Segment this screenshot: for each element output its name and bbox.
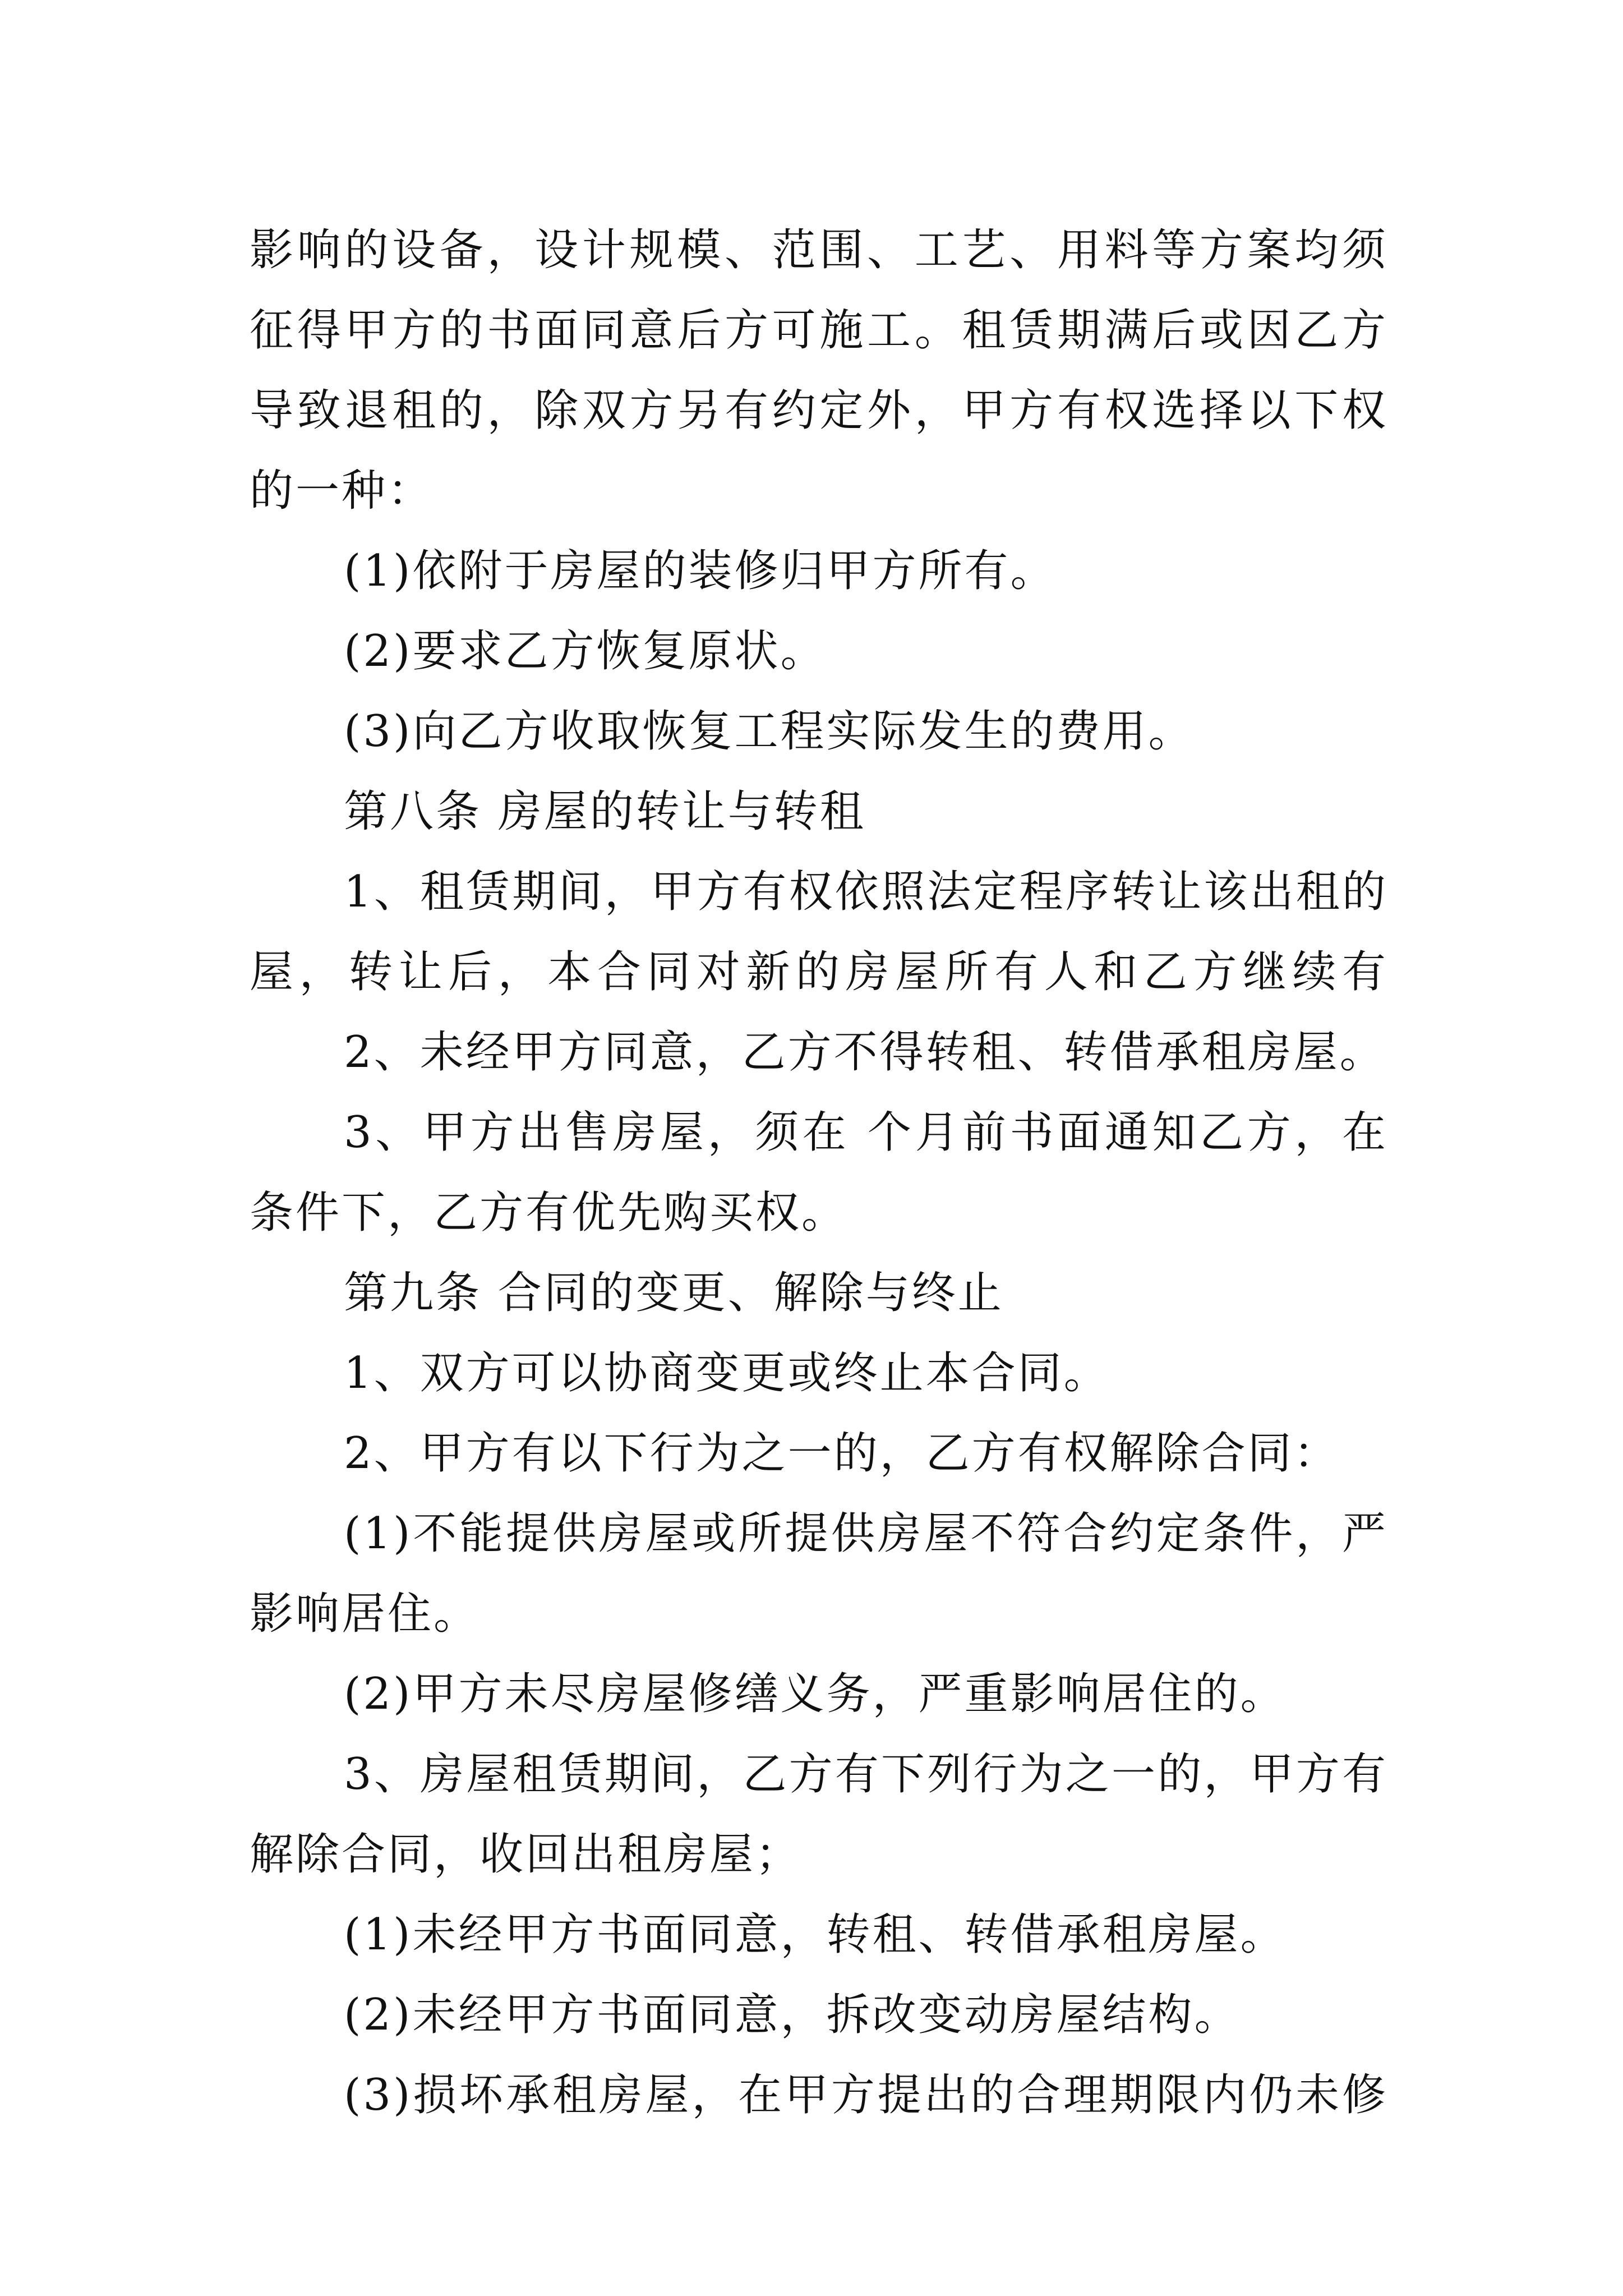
text-line: 影响的设备，设计规模、范围、工艺、用料等方案均须: [250, 225, 1388, 275]
list-item: (2)要求乙方恢复原状。: [344, 626, 827, 677]
text-line: 征得甲方的书面同意后方可施工。租赁期满后或因乙方: [250, 305, 1388, 356]
text-line: 的一种：: [250, 466, 434, 516]
text-line: 影响居住。: [250, 1589, 480, 1639]
list-item: (1)不能提供房屋或所提供房屋不符合约定条件，严: [344, 1508, 1388, 1559]
list-item: (2)甲方未尽房屋修缮义务，严重影响居住的。: [344, 1669, 1287, 1719]
text-line: 导致退租的，除双方另有约定外，甲方有权选择以下权: [250, 385, 1388, 436]
paragraph-start: 1、租赁期间，甲方有权依照法定程序转让该出租的: [344, 867, 1388, 917]
paragraph-start: 2、未经甲方同意，乙方不得转租、转借承租房屋。: [344, 1027, 1386, 1078]
paragraph-start: 3、甲方出售房屋，须在 个月前书面通知乙方，在: [344, 1107, 1388, 1158]
paragraph-start: 1、双方可以协商变更或终止本合同。: [344, 1348, 1110, 1398]
paragraph-start: 3、房屋租赁期间，乙方有下列行为之一的，甲方有: [344, 1749, 1388, 1800]
list-item: (1)未经甲方书面同意，转租、转借承租房屋。: [344, 1910, 1287, 1960]
list-item: (3)损坏承租房屋，在甲方提出的合理期限内仍未修: [344, 2070, 1388, 2120]
paragraph-start: 2、甲方有以下行为之一的，乙方有权解除合同：: [344, 1428, 1340, 1479]
contract-text: [250, 210, 1388, 2136]
list-item: (1)依附于房屋的装修归甲方所有。: [344, 546, 1057, 596]
list-item: (2)未经甲方书面同意，拆改变动房屋结构。: [344, 1990, 1241, 2040]
list-item: (3)向乙方收取恢复工程实际发生的费用。: [344, 706, 1195, 757]
text-line: 屋，转让后，本合同对新的房屋所有人和乙方继续有: [250, 947, 1388, 997]
section-heading: 第八条 房屋的转让与转租: [344, 786, 866, 837]
section-heading: 第九条 合同的变更、解除与终止: [344, 1268, 1004, 1318]
text-line: 条件下，乙方有优先购买权。: [250, 1188, 848, 1238]
text-line: 解除合同，收回出租房屋；: [250, 1829, 802, 1880]
